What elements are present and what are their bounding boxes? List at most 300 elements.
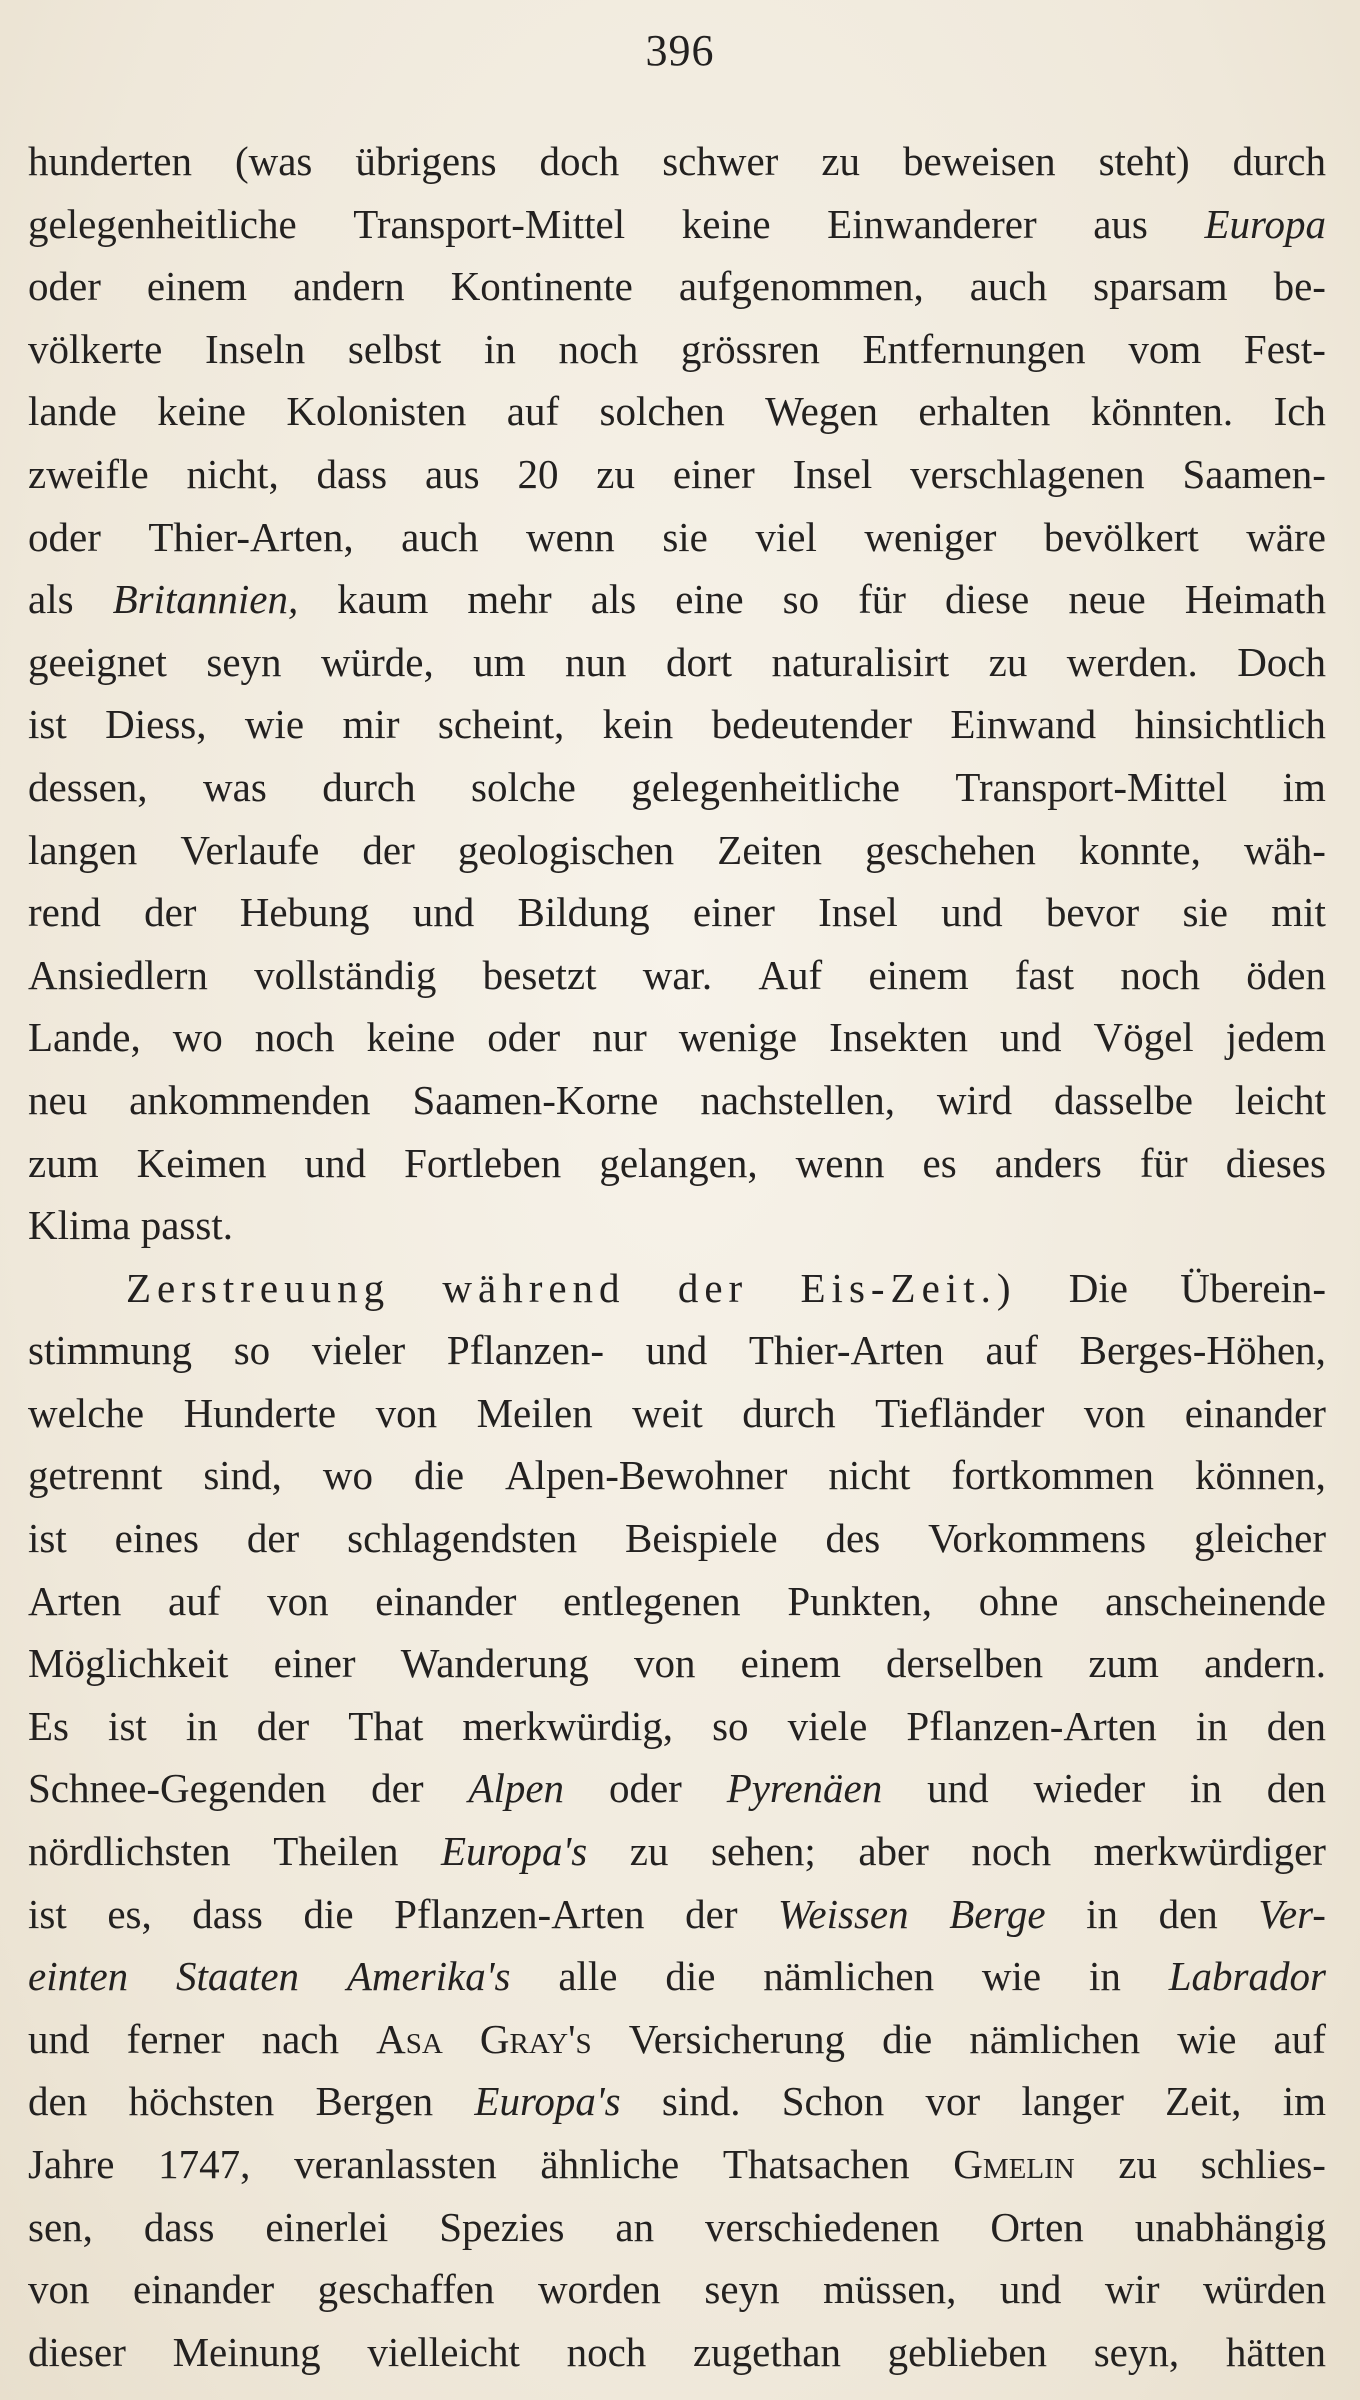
word: geblieben bbox=[887, 2328, 1048, 2375]
word: wäre bbox=[1246, 513, 1326, 560]
word: oder bbox=[608, 1765, 682, 1812]
word: Einwanderer bbox=[827, 200, 1037, 247]
word: der bbox=[371, 1765, 424, 1812]
word: alle bbox=[558, 1953, 618, 2000]
word: Versicherung bbox=[628, 2015, 846, 2062]
word: in bbox=[1190, 1765, 1222, 1812]
word: verschiedenen bbox=[705, 2203, 940, 2250]
word: Orten bbox=[990, 2203, 1084, 2250]
word: in bbox=[1088, 1953, 1121, 2000]
word: hätten bbox=[1225, 2328, 1326, 2375]
word: getrennt bbox=[28, 1452, 163, 1499]
word: auf bbox=[985, 1327, 1038, 1374]
word: merkwürdig, bbox=[462, 1702, 674, 1749]
word: so bbox=[233, 1327, 271, 1374]
word: rend bbox=[28, 889, 101, 936]
word: Europa bbox=[1204, 200, 1326, 247]
word: sie bbox=[1182, 889, 1228, 936]
word: Doch bbox=[1237, 638, 1326, 685]
word: Meinung bbox=[172, 2328, 321, 2375]
word: Ich bbox=[1273, 388, 1326, 435]
word: nun bbox=[565, 638, 627, 685]
word: Heimath bbox=[1184, 576, 1326, 623]
word: fast bbox=[1014, 951, 1075, 998]
word: vollständig bbox=[254, 951, 437, 998]
text-line bbox=[28, 2321, 1326, 2384]
word: doch bbox=[539, 138, 620, 184]
word: nämlichen bbox=[763, 1953, 935, 2000]
word: einem bbox=[740, 1640, 841, 1687]
word: konnte, bbox=[1079, 826, 1201, 873]
word: Möglichkeit bbox=[28, 1640, 229, 1687]
word: leicht bbox=[1234, 1076, 1326, 1123]
word: können, bbox=[1194, 1452, 1326, 1499]
word: Wanderung bbox=[400, 1640, 589, 1687]
word: zu bbox=[596, 450, 635, 497]
word: an bbox=[615, 2203, 655, 2250]
text-line bbox=[28, 318, 1326, 381]
word: worden bbox=[537, 2266, 661, 2313]
word: Entfernungen bbox=[862, 325, 1086, 372]
word: Meilen bbox=[476, 1389, 593, 1436]
word: von bbox=[28, 2266, 90, 2313]
word: Auf bbox=[758, 951, 823, 998]
word: scheint, bbox=[437, 701, 565, 748]
word: Pyrenäen bbox=[726, 1765, 883, 1812]
word: bevölkert bbox=[1043, 513, 1199, 560]
word: jedem bbox=[1225, 1014, 1326, 1061]
word: wie bbox=[981, 1953, 1042, 2000]
word: aufgenommen, bbox=[678, 263, 924, 310]
word: Vorkommens bbox=[928, 1515, 1147, 1562]
word: sind. bbox=[661, 2078, 741, 2125]
word: ankommenden bbox=[129, 1076, 371, 1123]
word: und bbox=[304, 1139, 367, 1186]
word: Europa's bbox=[474, 2078, 621, 2125]
word: die bbox=[882, 2015, 933, 2062]
word: Klima bbox=[28, 1202, 131, 1249]
word: sparsam bbox=[1093, 263, 1228, 310]
word: aus bbox=[424, 450, 480, 497]
word: ähnliche bbox=[540, 2141, 680, 2187]
word: dass bbox=[192, 1890, 263, 1937]
word: ist bbox=[28, 1515, 67, 1562]
text-line bbox=[28, 506, 1326, 569]
word: noch bbox=[558, 325, 639, 372]
word: keine bbox=[157, 388, 246, 435]
word: Thatsachen bbox=[722, 2141, 910, 2187]
word: Zeiten bbox=[717, 826, 823, 873]
word: Gmelin bbox=[953, 2141, 1075, 2187]
word: Saamen-Korne bbox=[412, 1076, 659, 1123]
word: Die bbox=[1068, 1264, 1128, 1311]
word: nur bbox=[592, 1014, 647, 1061]
word: geeignet bbox=[28, 638, 167, 685]
word: Fest- bbox=[1243, 325, 1326, 372]
word: seyn bbox=[206, 638, 282, 685]
word: Berge bbox=[949, 1890, 1046, 1937]
word: solche bbox=[471, 763, 576, 810]
page-number: 396 bbox=[645, 26, 715, 75]
word: und bbox=[999, 2266, 1062, 2313]
word: Kontinente bbox=[450, 263, 633, 310]
word: unabhängig bbox=[1134, 2203, 1326, 2250]
word: geschaffen bbox=[317, 2266, 495, 2313]
word: dass bbox=[143, 2203, 215, 2250]
word: sehen; bbox=[711, 1828, 816, 1875]
word: dieses bbox=[1225, 1139, 1326, 1186]
text-line bbox=[28, 693, 1326, 756]
word: gelegenheitliche bbox=[28, 200, 297, 247]
word: die bbox=[303, 1890, 354, 1937]
word: den bbox=[1266, 1765, 1326, 1812]
word: die bbox=[665, 1953, 716, 2000]
word: Bergen bbox=[315, 2078, 434, 2125]
word: Diess, bbox=[105, 701, 207, 748]
word: Fortleben bbox=[404, 1139, 562, 1186]
word: naturalisirt bbox=[771, 638, 950, 685]
word: Verlaufe bbox=[180, 826, 320, 873]
word: schlies- bbox=[1200, 2141, 1326, 2187]
word: Inseln bbox=[205, 325, 306, 372]
word: dieser bbox=[28, 2328, 126, 2375]
word: andern bbox=[293, 263, 405, 310]
word: beweisen bbox=[903, 138, 1056, 184]
word: Pflanzen-Arten bbox=[394, 1890, 645, 1937]
word: viel bbox=[755, 513, 817, 560]
word: 1747, bbox=[158, 2141, 251, 2187]
word: Gray's bbox=[479, 2015, 592, 2062]
word: seyn bbox=[704, 2266, 780, 2313]
word: auch bbox=[401, 513, 479, 560]
word: wird bbox=[936, 1076, 1013, 1123]
word: auch bbox=[969, 263, 1048, 310]
text-line bbox=[28, 631, 1326, 694]
word: seyn, bbox=[1093, 2328, 1180, 2375]
word: viele bbox=[787, 1702, 868, 1749]
word: nicht, bbox=[186, 450, 279, 497]
text-line bbox=[28, 944, 1326, 1007]
word: Wegen bbox=[765, 388, 878, 435]
text-line bbox=[28, 1069, 1326, 1132]
word: dessen, bbox=[28, 763, 148, 810]
text-line bbox=[28, 1319, 1326, 1382]
word: dass bbox=[316, 450, 388, 497]
word: einander bbox=[133, 2266, 275, 2313]
word: ferner bbox=[126, 2015, 225, 2062]
word: wie bbox=[1177, 2015, 1237, 2062]
word: schlagendsten bbox=[347, 1515, 578, 1562]
word: keine bbox=[366, 1014, 456, 1061]
word: ist bbox=[28, 701, 67, 748]
word: den bbox=[28, 2078, 88, 2125]
word: Tiefländer bbox=[875, 1389, 1045, 1436]
word: lande bbox=[28, 388, 117, 435]
word: übrigens bbox=[355, 138, 497, 184]
word: zu bbox=[988, 638, 1028, 685]
word: weit bbox=[632, 1389, 703, 1436]
word: vieler bbox=[311, 1327, 406, 1374]
word: so bbox=[712, 1702, 749, 1749]
word: gelangen, bbox=[599, 1139, 758, 1186]
word: könnten. bbox=[1090, 388, 1234, 435]
word: diese bbox=[945, 576, 1030, 623]
word: für bbox=[1139, 1139, 1188, 1186]
word: hunderten bbox=[28, 138, 192, 184]
text-line bbox=[28, 2008, 1326, 2071]
word: noch bbox=[254, 1014, 335, 1061]
word: als bbox=[590, 576, 637, 623]
word: der bbox=[144, 889, 197, 936]
text-line bbox=[28, 1632, 1326, 1695]
word: Europa's bbox=[441, 1828, 588, 1875]
text-line bbox=[28, 380, 1326, 443]
word: aber bbox=[858, 1828, 929, 1875]
word: gleicher bbox=[1193, 1515, 1326, 1562]
word: öden bbox=[1246, 951, 1326, 998]
word: Keimen bbox=[136, 1139, 267, 1186]
word: höchsten bbox=[128, 2078, 275, 2125]
word: für bbox=[858, 576, 906, 623]
word: weniger bbox=[864, 513, 997, 560]
text-line bbox=[28, 881, 1326, 944]
text-line bbox=[28, 2133, 1326, 2196]
word: noch bbox=[566, 2328, 647, 2375]
word: und bbox=[28, 2015, 90, 2062]
text-line bbox=[28, 1132, 1326, 1195]
word: der bbox=[685, 1890, 738, 1937]
word: stimmung bbox=[28, 1327, 193, 1374]
word: würde, bbox=[320, 638, 434, 685]
word: wenn bbox=[526, 513, 615, 560]
word: Einwand bbox=[950, 701, 1097, 748]
word: sie bbox=[662, 513, 708, 560]
word: Weissen bbox=[778, 1890, 909, 1937]
word: erhalten bbox=[918, 388, 1051, 435]
word: wo bbox=[172, 1014, 223, 1061]
word: einander bbox=[375, 1577, 517, 1624]
text-line bbox=[28, 1194, 1326, 1257]
word: zweifle bbox=[28, 450, 149, 497]
word: wo bbox=[322, 1452, 373, 1499]
text-line bbox=[28, 1695, 1326, 1758]
word: und bbox=[927, 1765, 989, 1812]
word: mit bbox=[1271, 889, 1326, 936]
word: Lande, bbox=[28, 1014, 141, 1061]
word: oder bbox=[28, 513, 101, 560]
word: oder bbox=[28, 263, 101, 310]
word: würden bbox=[1202, 2266, 1326, 2313]
word: durch bbox=[742, 1389, 836, 1436]
text-line bbox=[28, 193, 1326, 256]
word: Saamen- bbox=[1182, 450, 1326, 497]
word: neu bbox=[28, 1076, 88, 1123]
word: Amerika's bbox=[346, 1953, 511, 2000]
word: auf bbox=[506, 388, 560, 435]
word: in bbox=[185, 1702, 218, 1749]
text-line bbox=[28, 1006, 1326, 1069]
word: Berges-Höhen, bbox=[1079, 1327, 1326, 1374]
word: anscheinende bbox=[1105, 1577, 1326, 1624]
word: fortkommen bbox=[951, 1452, 1154, 1499]
word: Pflanzen-Arten bbox=[906, 1702, 1157, 1749]
word: der bbox=[677, 1264, 749, 1311]
word: geschehen bbox=[865, 826, 1036, 873]
word: Thier-Arten, bbox=[148, 513, 354, 560]
word: von bbox=[375, 1389, 438, 1436]
word: Punkten, bbox=[787, 1577, 933, 1624]
word: aus bbox=[1093, 200, 1148, 247]
word: Zeit, bbox=[1165, 2078, 1242, 2125]
word: war. bbox=[642, 951, 713, 998]
text-line bbox=[28, 1820, 1326, 1883]
word: und bbox=[645, 1327, 708, 1374]
word: merkwürdiger bbox=[1093, 1828, 1326, 1875]
word: be- bbox=[1273, 263, 1326, 310]
word: bedeutender bbox=[711, 701, 913, 748]
word: ist bbox=[108, 1702, 147, 1749]
word: vom bbox=[1128, 325, 1202, 372]
word: müssen, bbox=[823, 2266, 957, 2313]
word: in bbox=[1086, 1890, 1119, 1937]
word: Alpen bbox=[468, 1765, 565, 1812]
word: nördlichsten bbox=[28, 1828, 231, 1875]
word: und bbox=[941, 889, 1003, 936]
word: eine bbox=[675, 576, 744, 623]
word: Eis-Zeit.) bbox=[800, 1264, 1017, 1311]
word: bevor bbox=[1045, 889, 1140, 936]
word: nachstellen, bbox=[700, 1076, 895, 1123]
word: That bbox=[348, 1702, 424, 1749]
word: so bbox=[782, 576, 820, 623]
word: zu bbox=[629, 1828, 669, 1875]
word: wäh- bbox=[1243, 826, 1326, 873]
word: und bbox=[412, 889, 475, 936]
word: (was bbox=[234, 138, 313, 184]
word: geologischen bbox=[457, 826, 675, 873]
word: von bbox=[633, 1640, 696, 1687]
word: Staaten bbox=[176, 1953, 300, 2000]
text-line bbox=[28, 255, 1326, 318]
word: einerlei bbox=[265, 2203, 389, 2250]
text-line bbox=[28, 1945, 1326, 2008]
word: wenn bbox=[795, 1139, 885, 1186]
word: anders bbox=[994, 1139, 1102, 1186]
word: Spezies bbox=[439, 2203, 565, 2250]
word: des bbox=[825, 1515, 881, 1562]
word: Zerstreuung bbox=[126, 1264, 391, 1311]
word: Transport-Mittel bbox=[955, 763, 1228, 810]
word: ohne bbox=[978, 1577, 1059, 1624]
word: Jahre bbox=[28, 2141, 115, 2187]
word: Insekten bbox=[829, 1014, 969, 1061]
text-line bbox=[28, 443, 1326, 506]
body-text bbox=[28, 130, 1326, 2383]
word: vielleicht bbox=[367, 2328, 520, 2375]
text-line bbox=[28, 756, 1326, 819]
word: Schon bbox=[781, 2078, 885, 2125]
word: eines bbox=[114, 1515, 199, 1562]
word: neue bbox=[1068, 576, 1146, 623]
word: wie bbox=[244, 701, 305, 748]
word: Beispiele bbox=[625, 1515, 778, 1562]
word: zu bbox=[1118, 2141, 1158, 2187]
word: Hunderte bbox=[183, 1389, 337, 1436]
word: Labrador bbox=[1168, 1953, 1326, 2000]
word: wieder bbox=[1033, 1765, 1146, 1812]
word: noch bbox=[1120, 951, 1201, 998]
word: von bbox=[1083, 1389, 1146, 1436]
word: Hebung bbox=[239, 889, 370, 936]
word: zu bbox=[821, 138, 861, 184]
word: der bbox=[246, 1515, 300, 1562]
word: mir bbox=[342, 701, 400, 748]
word: in bbox=[483, 325, 516, 372]
word: einander bbox=[1184, 1389, 1326, 1436]
word: Kolonisten bbox=[286, 388, 467, 435]
word: einer bbox=[692, 889, 775, 936]
word: zum bbox=[1088, 1640, 1159, 1687]
text-line bbox=[28, 2196, 1326, 2259]
word: passt. bbox=[140, 1202, 233, 1249]
word: wir bbox=[1104, 2266, 1160, 2313]
word: Alpen-Bewohner bbox=[505, 1452, 788, 1499]
word: vor bbox=[925, 2078, 981, 2125]
word: keine bbox=[681, 200, 771, 247]
word: veranlassten bbox=[294, 2141, 497, 2187]
word: sen, bbox=[28, 2203, 93, 2250]
word: Ver- bbox=[1258, 1890, 1326, 1937]
word: Asa bbox=[376, 2015, 443, 2062]
word: werden. bbox=[1066, 638, 1198, 685]
word: Thier-Arten bbox=[748, 1327, 944, 1374]
word: der bbox=[256, 1702, 310, 1749]
word: langer bbox=[1021, 2078, 1124, 2125]
text-line bbox=[28, 1757, 1326, 1820]
word: den bbox=[1266, 1702, 1326, 1749]
word: ist bbox=[28, 1890, 67, 1937]
word: wenige bbox=[678, 1014, 798, 1061]
word: hinsichtlich bbox=[1134, 701, 1326, 748]
word: Transport-Mittel bbox=[353, 200, 626, 247]
word: durch bbox=[1232, 138, 1326, 184]
word: Es bbox=[28, 1702, 69, 1749]
word: den bbox=[1158, 1890, 1218, 1937]
text-line bbox=[28, 819, 1326, 882]
word: dort bbox=[666, 638, 733, 685]
word: nach bbox=[261, 2015, 339, 2062]
word: es bbox=[922, 1139, 957, 1186]
text-line bbox=[28, 1570, 1326, 1633]
text-line bbox=[28, 2258, 1326, 2321]
word: der bbox=[362, 826, 415, 873]
word: sind, bbox=[203, 1452, 282, 1499]
word: gelegenheitliche bbox=[631, 763, 900, 810]
word: entlegenen bbox=[563, 1577, 741, 1624]
word: Bildung bbox=[517, 889, 650, 936]
word: kaum bbox=[337, 576, 429, 623]
word: oder bbox=[487, 1014, 561, 1061]
word: es, bbox=[107, 1890, 152, 1937]
text-line bbox=[28, 130, 1326, 193]
word: kein bbox=[602, 701, 674, 748]
word: Theilen bbox=[273, 1828, 399, 1875]
word: auf bbox=[1273, 2015, 1326, 2062]
word: im bbox=[1282, 2078, 1326, 2125]
word: langen bbox=[28, 826, 138, 873]
word: Überein- bbox=[1180, 1264, 1326, 1311]
word: Insel bbox=[792, 450, 873, 497]
